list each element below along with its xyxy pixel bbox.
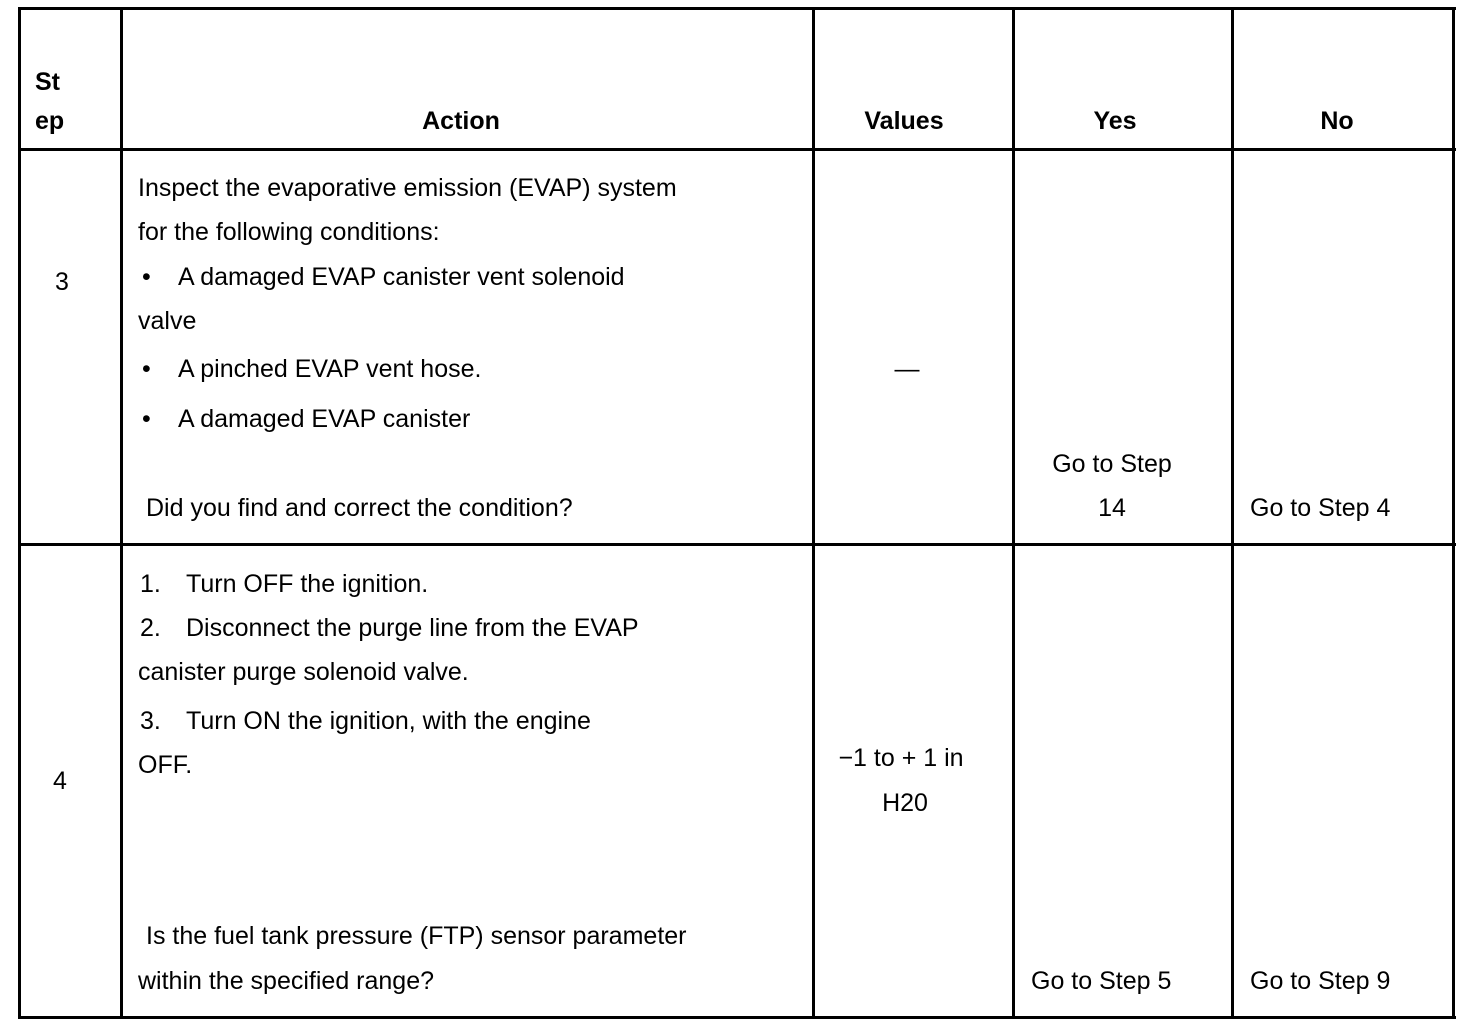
row4-question-line2: within the specified range? bbox=[138, 967, 435, 995]
row3-action-line1: Inspect the evaporative emission (EVAP) system bbox=[138, 174, 677, 202]
row4-step2-wrap: canister purge solenoid valve. bbox=[138, 658, 469, 686]
row3-bullet3-text: A damaged EVAP canister bbox=[178, 405, 471, 433]
row4-step-number: 4 bbox=[53, 767, 67, 795]
row4-step2-number: 2. bbox=[140, 614, 161, 642]
row3-step-number: 3 bbox=[55, 268, 69, 296]
header-divider bbox=[18, 148, 1456, 151]
row4-step1-text: Turn OFF the ignition. bbox=[186, 570, 429, 598]
header-step-line2: ep bbox=[35, 107, 65, 135]
row3-bullet2-symbol: • bbox=[142, 355, 151, 383]
header-action: Action bbox=[422, 107, 500, 135]
row3-bullet2-text: A pinched EVAP vent hose. bbox=[178, 355, 482, 383]
row4-no: Go to Step 9 bbox=[1250, 967, 1391, 995]
row3-bullet1-symbol: • bbox=[142, 263, 151, 291]
row4-step1-number: 1. bbox=[140, 570, 161, 598]
row3-yes-line1: Go to Step bbox=[1052, 450, 1172, 478]
row3-action-line2: for the following conditions: bbox=[138, 218, 440, 246]
row4-values-line2: H20 bbox=[882, 789, 928, 817]
header-values: Values bbox=[864, 107, 944, 135]
column-divider-values bbox=[1012, 7, 1015, 1019]
header-step-line1: St bbox=[35, 68, 60, 96]
column-divider-step bbox=[120, 7, 123, 1019]
table-border-right bbox=[1452, 7, 1455, 1019]
row4-step3-wrap: OFF. bbox=[138, 751, 193, 779]
header-no: No bbox=[1320, 107, 1354, 135]
row4-values-line1: −1 to + 1 in bbox=[838, 744, 964, 772]
row3-bullet1-text: A damaged EVAP canister vent solenoid bbox=[178, 263, 625, 291]
row4-yes: Go to Step 5 bbox=[1031, 967, 1172, 995]
row4-question-line1: Is the fuel tank pressure (FTP) sensor parameter bbox=[146, 922, 687, 950]
row3-bullet1-wrap: valve bbox=[138, 307, 197, 335]
row4-step3-number: 3. bbox=[140, 707, 161, 735]
row4-step3-text: Turn ON the ignition, with the engine bbox=[186, 707, 591, 735]
row3-values: — bbox=[894, 355, 920, 383]
header-yes: Yes bbox=[1093, 107, 1137, 135]
table-border-left bbox=[18, 7, 21, 1019]
row3-bullet3-symbol: • bbox=[142, 405, 151, 433]
row3-no: Go to Step 4 bbox=[1250, 494, 1391, 522]
table-border-bottom bbox=[18, 1016, 1456, 1019]
row-divider bbox=[18, 543, 1456, 546]
column-divider-action bbox=[812, 7, 815, 1019]
row3-yes-line2: 14 bbox=[1098, 494, 1126, 522]
column-divider-yes bbox=[1231, 7, 1234, 1019]
row3-question: Did you find and correct the condition? bbox=[146, 494, 573, 522]
table-border-top bbox=[18, 7, 1456, 10]
row4-step2-text: Disconnect the purge line from the EVAP bbox=[186, 614, 639, 642]
